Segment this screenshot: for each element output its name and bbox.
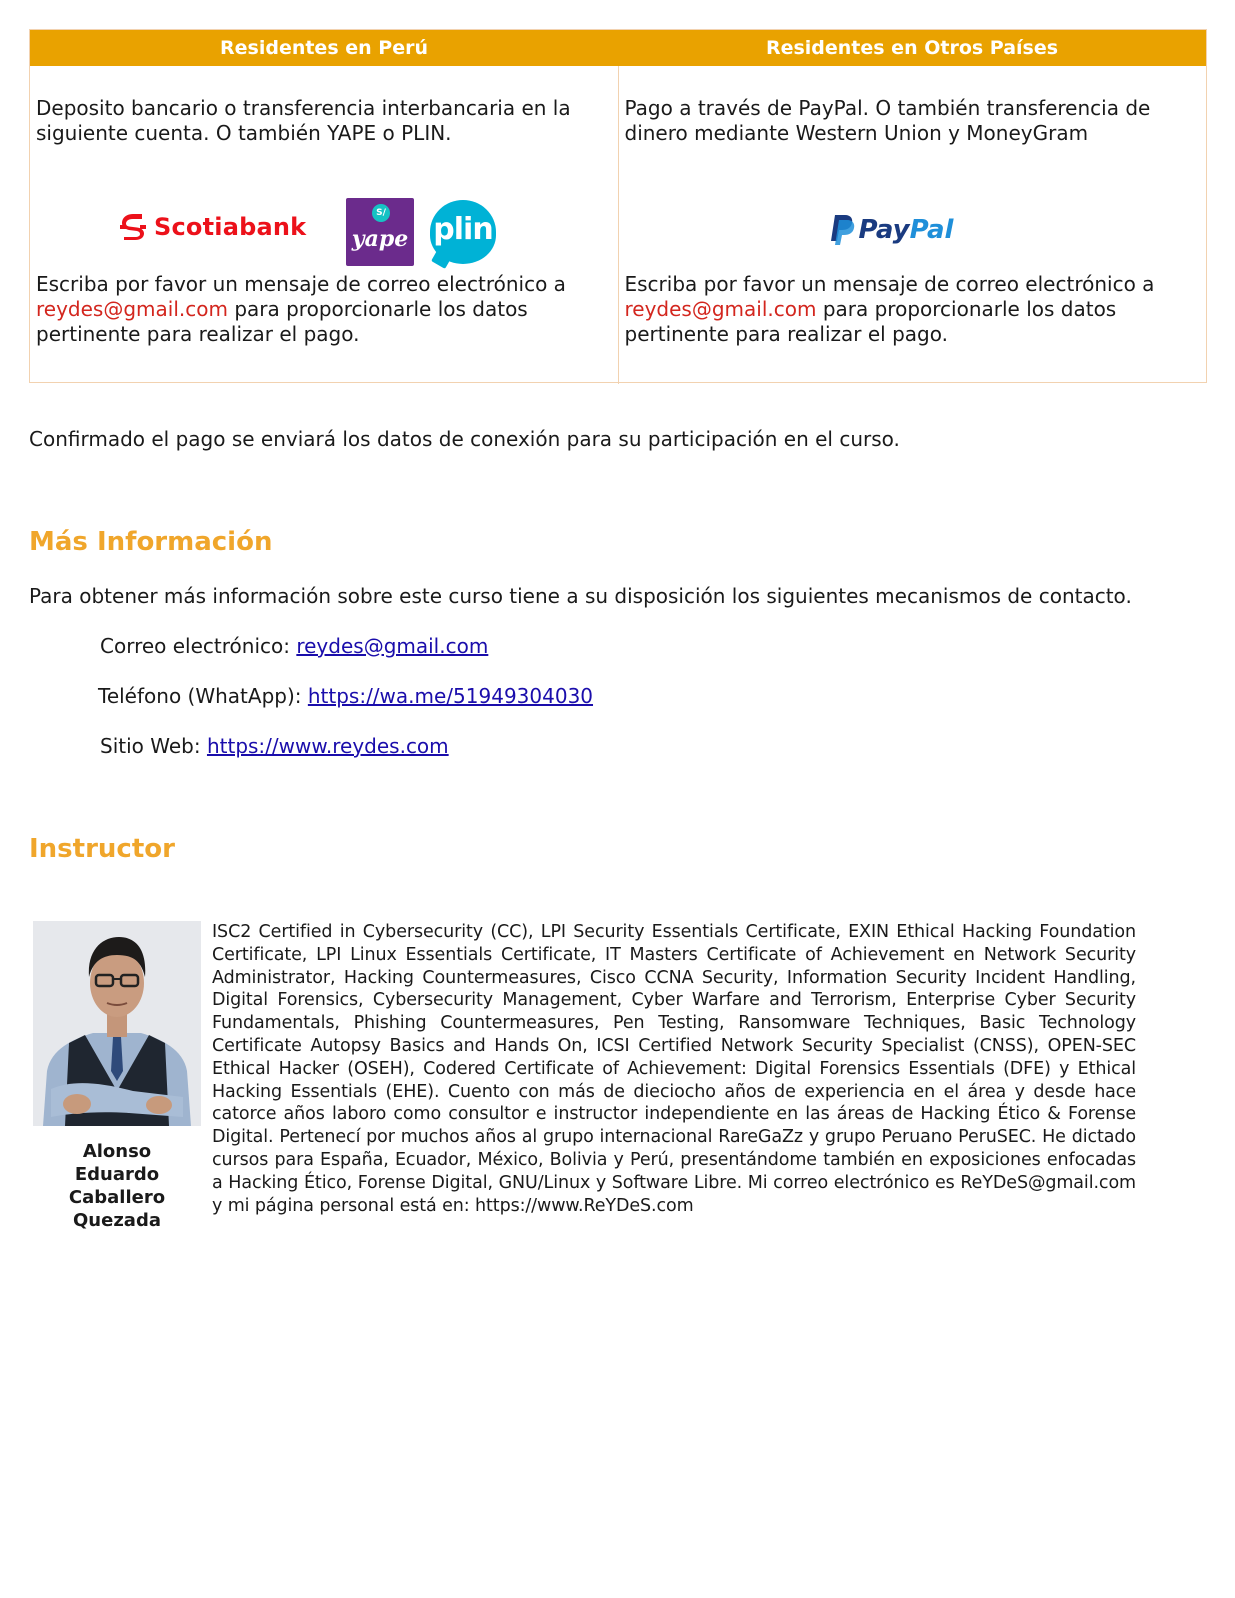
scotiabank-wordmark: Scotiabank: [154, 213, 307, 241]
instructor-bio: ISC2 Certified in Cybersecurity (CC), LPI Security Essentials Certificate, EXIN Ethical Hacking Foundation Certificate, LPI Linux Essentials Certificate, IT Masters Certificate of Achievement en Network Security Administrator, Hacking Countermeasures, Cisco CCNA Security, Information Security Incident Handling, Digital Forensics, Cybersecurity Management, Cyber Warfare and Terrorism, Enterprise Cyber Security Fundamentals, Phishing Countermeasures, Pen Testing, Ransomware Techniques, Basic Technology Certificate Autopsy Basics and Hands On, ICSI Certified Network Security Specialist (CNSS), OPEN-SEC Ethical Hacker (OSEH), Codered Certificate of Achievement: Digital Forensics Essentials (DFE) y Ethical Hacking Essentials (EHE). Cuento con más de dieciocho años de experiencia en el área y desde hace catorce años laboro como consultor e instructor independiente en las áreas de Hacking Ético & Forense Digital. Pertenecí por muchos años al grupo internacional RareGaZz y grupo Peruano PeruSEC. He dictado cursos para España, Ecuador, México, Bolivia y Perú, presentándome también en exposiciones enfocadas a Hacking Ético, Forense Digital, GNU/Linux y Software Libre. Mi correo electrónico es ReYDeS@gmail.com y mi página personal está en: https://www.ReYDeS.com: [212, 922, 1136, 1216]
paypal-icon: [829, 214, 855, 246]
instructor-title: Instructor: [29, 834, 175, 864]
contact-web-label: Sitio Web:: [100, 734, 201, 758]
yape-wordmark: yape: [351, 226, 409, 252]
payment-email-link[interactable]: reydes@gmail.com: [624, 297, 817, 321]
yape-coin-icon: S/: [372, 204, 390, 222]
plin-wordmark: plin: [433, 212, 493, 247]
contact-email-label: Correo electrónico:: [100, 634, 290, 658]
instructor-photo: [33, 921, 201, 1126]
other-email-instructions: [625, 272, 1193, 347]
scotiabank-logo: [118, 212, 306, 242]
peru-email-instructions: [36, 272, 604, 347]
more-info-title: Más Información: [29, 527, 273, 557]
contact-web-link[interactable]: https://www.reydes.com: [206, 734, 449, 758]
email-suffix: para proporcionarle los datos pertinente para realizar el pago.: [624, 297, 1117, 346]
contact-email-link[interactable]: reydes@gmail.com: [296, 634, 489, 658]
instructor-name-line: Quezada: [73, 1210, 161, 1231]
payment-email-link[interactable]: reydes@gmail.com: [36, 297, 228, 321]
payment-table-header: [30, 30, 1206, 66]
other-methods-text: Pago a través de PayPal. O también transferencia de dinero mediante Western Union y MoneyGram: [624, 96, 1151, 145]
confirmation-text: Confirmado el pago se enviará los datos de conexión para su participación en el curso.: [29, 427, 900, 451]
paypal-wordmark: PayPal: [858, 215, 954, 245]
contact-phone-link[interactable]: https://wa.me/51949304030: [307, 684, 594, 708]
contact-web-line: [100, 733, 449, 759]
email-suffix: para proporcionarle los datos pertinente para realizar el pago.: [36, 297, 528, 346]
peru-column: [30, 66, 618, 384]
peru-logos: [30, 198, 618, 268]
email-prefix: Escriba por favor un mensaje de correo electrónico a: [36, 272, 566, 296]
instructor-name-line: Eduardo: [74, 1164, 160, 1185]
contact-email-line: [100, 633, 488, 659]
email-prefix: Escriba por favor un mensaje de correo electrónico a: [624, 272, 1155, 296]
header-peru: Residentes en Perú: [220, 37, 428, 59]
instructor-name-line: Caballero: [68, 1187, 166, 1208]
yape-logo: [346, 198, 414, 266]
other-countries-column: [618, 66, 1207, 384]
instructor-name-line: Alonso: [82, 1141, 152, 1162]
contact-phone-label: Teléfono (WhatApp):: [98, 684, 302, 708]
instructor-portrait-image: [33, 921, 201, 1126]
plin-logo: [430, 200, 496, 264]
payment-table: [29, 29, 1207, 383]
more-info-intro: Para obtener más información sobre este curso tiene a su disposición los siguientes mecanismos de contacto.: [29, 584, 1132, 608]
contact-phone-line: [98, 683, 593, 709]
scotiabank-icon: [118, 212, 148, 242]
peru-methods-text: Deposito bancario o transferencia interbancaria en la siguiente cuenta. O también YAPE o PLIN.: [36, 96, 571, 145]
paypal-logo: [829, 214, 954, 246]
instructor-name: [33, 1140, 201, 1232]
other-logos: [619, 198, 1207, 268]
header-other-countries: Residentes en Otros Países: [765, 37, 1059, 59]
